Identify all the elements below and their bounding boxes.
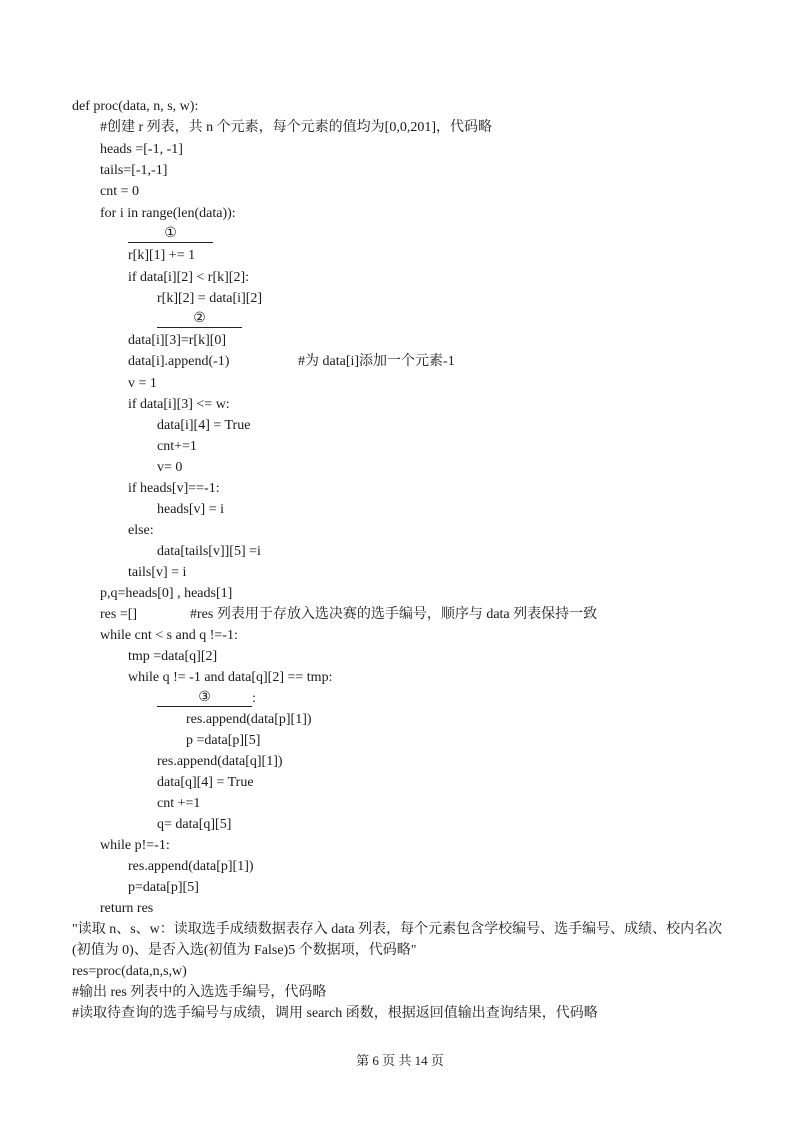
code-res-append-q: res.append(data[q][1]) bbox=[157, 754, 283, 769]
code-data-tails: data[tails[v]][5] =i bbox=[157, 544, 261, 559]
blank-3 bbox=[157, 689, 252, 709]
blank-1-number: ① bbox=[164, 226, 177, 241]
code-cnt0: cnt = 0 bbox=[100, 184, 139, 199]
code-res: res =[] bbox=[100, 607, 138, 622]
code-comment-create: #创建 r 列表，共 n 个元素，每个元素的值均为[0,0,201]，代码略 bbox=[100, 120, 492, 135]
code-cnt-inc2: cnt +=1 bbox=[157, 796, 201, 811]
blank-1-underline bbox=[128, 242, 213, 243]
code-heads-v: heads[v] = i bbox=[157, 502, 224, 517]
code-data-i3: data[i][3]=r[k][0] bbox=[128, 333, 227, 348]
blank-3-underline bbox=[157, 706, 252, 707]
code-pq: p,q=heads[0] , heads[1] bbox=[100, 586, 233, 601]
blank-3-number: ③ bbox=[198, 690, 211, 705]
blank-2-underline bbox=[157, 327, 242, 328]
code-append: data[i].append(-1) bbox=[128, 354, 230, 369]
code-for-loop: for i in range(len(data)): bbox=[100, 206, 236, 221]
page-footer: 第 6 页 共 14 页 bbox=[356, 1053, 444, 1068]
code-def: def proc(data, n, s, w): bbox=[72, 99, 199, 114]
code-else: else: bbox=[128, 523, 154, 538]
code-q-assign: q= data[q][5] bbox=[157, 817, 232, 832]
doc-line-1: "读取 n、s、w：读取选手成绩数据表存入 data 列表，每个元素包含学校编号、选手编号、成绩、校内名次 bbox=[72, 922, 723, 937]
code-if-heads: if heads[v]==-1: bbox=[128, 481, 220, 496]
code-rk-assign: r[k][2] = data[i][2] bbox=[157, 291, 263, 306]
code-comment-query: #读取待查询的选手编号与成绩，调用 search 函数，根据返回值输出查询结果，代码略 bbox=[72, 1006, 598, 1021]
code-while-q: while q != -1 and data[q][2] == tmp: bbox=[128, 670, 333, 685]
code-comment-output: #输出 res 列表中的入选选手编号，代码略 bbox=[72, 985, 327, 1000]
code-if-lt: if data[i][2] < r[k][2]: bbox=[128, 270, 250, 285]
blank-2-number: ② bbox=[193, 311, 206, 326]
code-append-comment: #为 data[i]添加一个元素-1 bbox=[298, 354, 455, 369]
blank-1 bbox=[128, 225, 213, 245]
code-rk-inc: r[k][1] += 1 bbox=[128, 248, 196, 263]
code-v0: v= 0 bbox=[157, 460, 183, 475]
code-while-p: while p!=-1: bbox=[100, 838, 170, 853]
blank-2 bbox=[157, 310, 242, 330]
code-tmp: tmp =data[q][2] bbox=[128, 649, 218, 664]
code-res-append-p: res.append(data[p][1]) bbox=[186, 712, 312, 727]
code-res-call: res=proc(data,n,s,w) bbox=[72, 964, 187, 979]
code-data-q4: data[q][4] = True bbox=[157, 775, 254, 790]
code-p-assign2: p=data[p][5] bbox=[128, 880, 199, 895]
doc-line-2: (初值为 0)、是否入选(初值为 False)5 个数据项，代码略" bbox=[72, 943, 417, 958]
code-res-append-p2: res.append(data[p][1]) bbox=[128, 859, 254, 874]
code-tails: tails=[-1,-1] bbox=[100, 163, 168, 178]
code-data-i4: data[i][4] = True bbox=[157, 418, 251, 433]
blank-3-colon: : bbox=[252, 691, 256, 706]
code-if-w: if data[i][3] <= w: bbox=[128, 397, 230, 412]
code-tails-v: tails[v] = i bbox=[128, 565, 187, 580]
code-return: return res bbox=[100, 901, 154, 916]
code-res-comment: #res 列表用于存放入选决赛的选手编号，顺序与 data 列表保持一致 bbox=[190, 607, 598, 622]
code-while-cnt: while cnt < s and q !=-1: bbox=[100, 628, 238, 643]
code-v1: v = 1 bbox=[128, 376, 157, 391]
code-cnt-inc: cnt+=1 bbox=[157, 439, 197, 454]
code-p-assign: p =data[p][5] bbox=[186, 733, 261, 748]
code-heads: heads =[-1, -1] bbox=[100, 142, 183, 157]
